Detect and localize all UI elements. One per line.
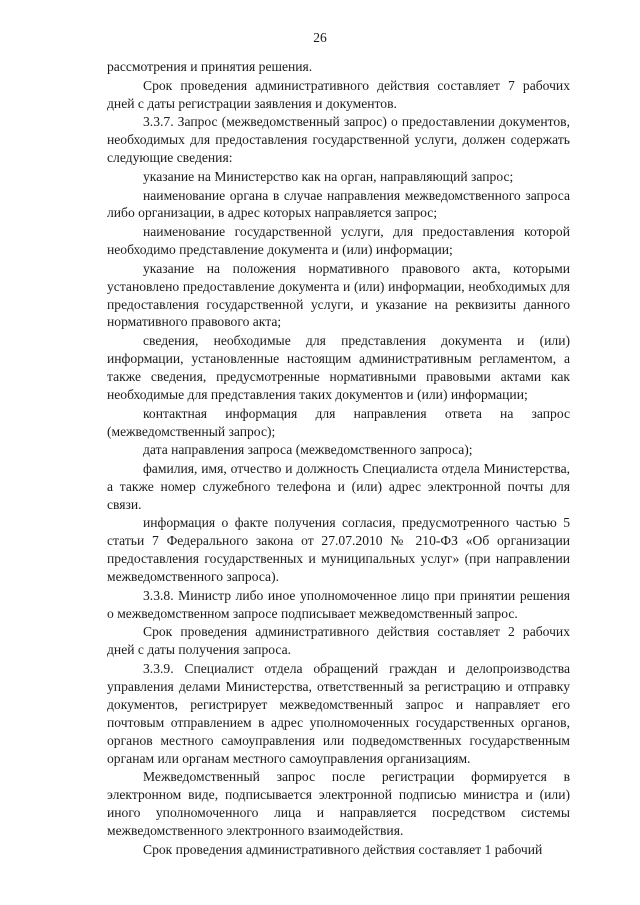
paragraph: сведения, необходимые для представления документа и (или) информации, установленные настоящим административным регламентом, а также сведения, предусмотренные нормативными правовыми актами как необходимые для представления таких документов и (или) информации; (107, 333, 570, 402)
paragraph: рассмотрения и принятия решения. (107, 59, 313, 74)
paragraph: 3.3.8. Министр либо иное уполномоченное лицо при принятии решения о межведомственном запросе подписывает межведомственный запрос. (107, 587, 570, 621)
page-number: 26 (313, 30, 327, 45)
paragraph: фамилия, имя, отчество и должность Специалиста отдела Министерства, а также номер служебного телефона и (или) адрес электронной почты для связи. (107, 460, 570, 512)
paragraph: информация о факте получения согласия, предусмотренного частью 5 статьи 7 Федерального закона от 27.07.2010 № 210-ФЗ «Об организации предоставления государственных и муниципальных услуг» (при направлении межведомственного запроса). (107, 515, 570, 585)
paragraph: указание на положения нормативного правового акта, которыми установлено предоставление документа и (или) информации, необходимых для предоставления государственной услуги, и указание на реквизиты данного нормативного правового акта; (107, 260, 570, 330)
paragraph: Срок проведения административного действия составляет 1 рабочий (143, 841, 543, 857)
paragraph: указание на Министерство как на орган, направляющий запрос; (143, 168, 514, 184)
paragraph: Срок проведения административного действия составляет 7 рабочих дней с даты регистрации заявления и документов. (107, 77, 570, 111)
paragraph: дата направления запроса (межведомственного запроса); (143, 442, 473, 458)
paragraph: контактная информация для направления ответа на запрос (межведомственный запрос); (107, 405, 570, 439)
paragraph: наименование органа в случае направления межведомственного запроса либо организации, в адрес которых направляется запрос; (107, 187, 570, 221)
document-body (107, 58, 570, 859)
paragraph: 3.3.9. Специалист отдела обращений граждан и делопроизводства управления делами Министерства, ответственный за регистрацию и отправку документов, регистрирует межведомственный запрос и направляет его почтовым отправлением в адрес уполномоченных государственных органов, органов местного самоуправления или подведомственных государственным органам или органам местного самоуправления организациям. (107, 661, 570, 766)
paragraph: Межведомственный запрос после регистрации формируется в электронном виде, подписывается электронной подписью министра и (или) иного уполномоченного лица и направляется посредством системы межведомственного электронного взаимодействия. (107, 769, 570, 839)
paragraph: наименование государственной услуги, для предоставления которой необходимо представление документа и (или) информации; (107, 224, 570, 258)
paragraph: 3.3.7. Запрос (межведомственный запрос) о предоставлении документов, необходимых для предоставления государственной услуги, должен содержать следующие сведения: (107, 114, 570, 166)
paragraph: Срок проведения административного действия составляет 2 рабочих дней с даты получения запроса. (107, 624, 570, 658)
